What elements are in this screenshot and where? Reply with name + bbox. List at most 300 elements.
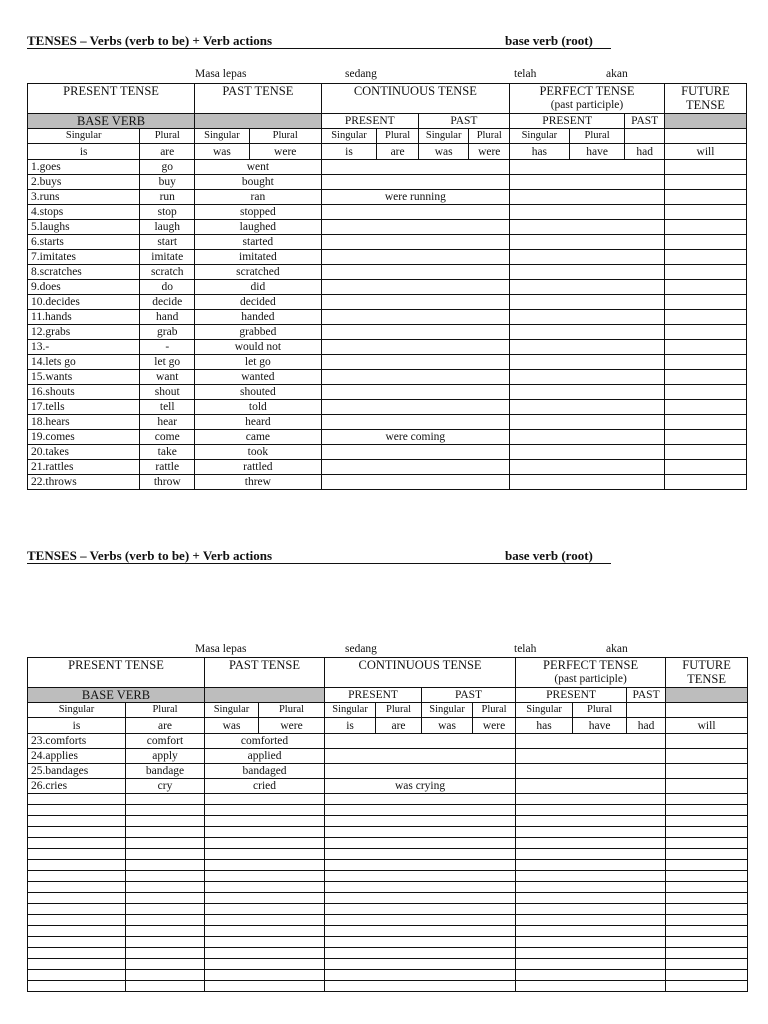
future-tense-label-1: FUTURE	[681, 84, 730, 98]
verb-singular: 18.hears	[28, 415, 140, 430]
empty-cell	[126, 970, 205, 981]
empty-cell	[205, 893, 325, 904]
aux-present-plural: are	[126, 718, 205, 734]
empty-row	[28, 816, 748, 827]
empty-cell	[126, 981, 205, 992]
empty-cell	[28, 882, 126, 893]
cont-present-plural-header: Plural	[376, 703, 422, 718]
aux-future: will	[664, 144, 746, 160]
verb-continuous: were running	[321, 190, 509, 205]
empty-row	[28, 904, 748, 915]
aux-past-singular: was	[195, 144, 250, 160]
verb-plural: -	[140, 340, 195, 355]
verb-future	[664, 370, 746, 385]
verb-future	[664, 280, 746, 295]
verb-row	[28, 415, 747, 430]
continuous-tense-header: CONTINUOUS TENSE	[321, 84, 509, 114]
empty-cell	[516, 948, 666, 959]
empty-cell	[28, 827, 126, 838]
malay-continuous: sedang	[345, 643, 377, 655]
verb-plural: bandage	[126, 764, 205, 779]
cont-present-header: PRESENT	[321, 114, 418, 129]
verb-plural: hand	[140, 310, 195, 325]
verb-past: went	[195, 160, 322, 175]
verb-past: came	[195, 430, 322, 445]
empty-row	[28, 838, 748, 849]
perfect-tense-header	[516, 658, 666, 688]
verb-future	[664, 445, 746, 460]
verb-plural: do	[140, 280, 195, 295]
verb-future	[664, 220, 746, 235]
verb-row	[28, 220, 747, 235]
empty-cell	[28, 816, 126, 827]
empty-cell	[325, 860, 516, 871]
empty-cell	[516, 970, 666, 981]
verb-plural: decide	[140, 295, 195, 310]
empty-cell	[666, 893, 748, 904]
verb-future	[664, 175, 746, 190]
empty-cell	[516, 805, 666, 816]
empty-cell	[126, 904, 205, 915]
verb-row	[28, 235, 747, 250]
verb-perfect	[510, 325, 665, 340]
verb-row	[28, 475, 747, 490]
verb-continuous	[325, 749, 516, 764]
verb-row	[28, 779, 748, 794]
empty-cell	[28, 805, 126, 816]
perfect-singular-header: Singular	[516, 703, 573, 718]
shade-cell	[664, 114, 746, 129]
verb-perfect	[510, 205, 665, 220]
verb-continuous	[325, 734, 516, 749]
present-singular-header: Singular	[28, 703, 126, 718]
heading-title: TENSES – Verbs (verb to be) + Verb actions	[27, 33, 273, 48]
verb-perfect	[510, 340, 665, 355]
verb-continuous	[321, 325, 509, 340]
verb-plural: imitate	[140, 250, 195, 265]
empty-cell	[28, 937, 126, 948]
empty-cell	[516, 816, 666, 827]
empty-cell	[516, 959, 666, 970]
verb-past: shouted	[195, 385, 322, 400]
empty-cell	[666, 816, 748, 827]
empty-row	[28, 882, 748, 893]
verb-continuous	[321, 265, 509, 280]
verb-perfect	[510, 250, 665, 265]
aux-cont-past-singular: was	[418, 144, 469, 160]
verb-row	[28, 340, 747, 355]
verb-past: wanted	[195, 370, 322, 385]
verb-plural: buy	[140, 175, 195, 190]
aux-past-plural: were	[249, 144, 321, 160]
cont-present-singular-header: Singular	[321, 129, 377, 144]
verb-singular: 8.scratches	[28, 265, 140, 280]
verb-past: bandaged	[205, 764, 325, 779]
verb-perfect	[510, 295, 665, 310]
shade-cell	[195, 114, 322, 129]
heading-underline	[27, 48, 611, 49]
empty-cell	[28, 915, 126, 926]
verb-plural: hear	[140, 415, 195, 430]
cont-present-header: PRESENT	[325, 688, 422, 703]
verb-row	[28, 250, 747, 265]
verb-continuous	[321, 475, 509, 490]
empty-cell	[325, 937, 516, 948]
perfect-tense-label: PERFECT TENSE	[539, 84, 635, 98]
verb-singular: 12.grabs	[28, 325, 140, 340]
cont-present-plural-header: Plural	[377, 129, 419, 144]
empty-cell	[666, 904, 748, 915]
malay-future: akan	[606, 68, 628, 80]
verb-past: comforted	[205, 734, 325, 749]
cont-past-plural-header: Plural	[473, 703, 516, 718]
perfect-tense-label: PERFECT TENSE	[543, 658, 639, 672]
empty-cell	[126, 926, 205, 937]
verb-singular: 13.-	[28, 340, 140, 355]
verb-plural: tell	[140, 400, 195, 415]
verb-continuous	[321, 415, 509, 430]
verb-singular: 24.applies	[28, 749, 126, 764]
empty-cell	[666, 882, 748, 893]
section2-heading	[27, 548, 747, 564]
verb-plural: run	[140, 190, 195, 205]
future-tense-label-1: FUTURE	[682, 658, 731, 672]
present-singular-header: Singular	[28, 129, 140, 144]
aux-perfect-singular: has	[510, 144, 570, 160]
aux-present-singular: is	[28, 718, 126, 734]
verb-plural: comfort	[126, 734, 205, 749]
empty-cell	[325, 827, 516, 838]
verb-perfect	[510, 430, 665, 445]
perfect-present-header: PRESENT	[510, 114, 625, 129]
verb-perfect	[516, 779, 666, 794]
empty-cell	[205, 904, 325, 915]
empty-cell	[28, 871, 126, 882]
shade-cell	[666, 688, 748, 703]
tense-table-2	[27, 657, 748, 992]
empty-row	[28, 959, 748, 970]
empty-cell	[28, 838, 126, 849]
verb-row	[28, 764, 748, 779]
perfect-past-header: PAST	[625, 114, 664, 129]
empty-cell	[126, 893, 205, 904]
cont-past-header: PAST	[418, 114, 509, 129]
past-tense-header: PAST TENSE	[205, 658, 325, 688]
verb-singular: 16.shouts	[28, 385, 140, 400]
empty-cell	[666, 703, 748, 718]
empty-cell	[205, 959, 325, 970]
empty-cell	[205, 860, 325, 871]
verb-continuous	[321, 385, 509, 400]
empty-cell	[126, 871, 205, 882]
verb-plural: shout	[140, 385, 195, 400]
empty-cell	[205, 915, 325, 926]
empty-cell	[28, 849, 126, 860]
verb-past: did	[195, 280, 322, 295]
aux-cont-past-plural: were	[469, 144, 510, 160]
empty-cell	[325, 915, 516, 926]
malay-perfect: telah	[514, 643, 537, 655]
empty-cell	[666, 849, 748, 860]
verb-plural: rattle	[140, 460, 195, 475]
malay-future: akan	[606, 643, 628, 655]
aux-perfect-singular: has	[516, 718, 573, 734]
aux-present-plural: are	[140, 144, 195, 160]
empty-cell	[325, 893, 516, 904]
verb-future	[664, 250, 746, 265]
empty-row	[28, 970, 748, 981]
verb-future	[664, 415, 746, 430]
empty-cell	[666, 871, 748, 882]
past-singular-header: Singular	[195, 129, 250, 144]
verb-plural: laugh	[140, 220, 195, 235]
verb-plural: start	[140, 235, 195, 250]
empty-cell	[126, 948, 205, 959]
aux-cont-present-singular: is	[321, 144, 377, 160]
verb-row	[28, 385, 747, 400]
verb-continuous	[321, 400, 509, 415]
future-tense-label-2: TENSE	[686, 98, 725, 112]
empty-cell	[625, 129, 664, 144]
aux-past-plural: were	[259, 718, 325, 734]
verb-plural: cry	[126, 779, 205, 794]
aux-present-singular: is	[28, 144, 140, 160]
past-plural-header: Plural	[249, 129, 321, 144]
verb-perfect	[510, 220, 665, 235]
verb-perfect	[510, 265, 665, 280]
empty-cell	[126, 838, 205, 849]
verb-continuous	[321, 445, 509, 460]
future-tense-label-2: TENSE	[687, 672, 727, 686]
verb-future	[666, 749, 748, 764]
malay-labels	[27, 643, 747, 657]
empty-cell	[28, 981, 126, 992]
empty-cell	[28, 904, 126, 915]
malay-perfect: telah	[514, 68, 537, 80]
future-tense-header	[664, 84, 746, 114]
verb-future	[664, 265, 746, 280]
empty-cell	[126, 915, 205, 926]
verb-row	[28, 190, 747, 205]
aux-cont-present-plural: are	[376, 718, 422, 734]
aux-perfect-past: had	[627, 718, 666, 734]
empty-cell	[205, 827, 325, 838]
empty-cell	[516, 926, 666, 937]
empty-cell	[28, 794, 126, 805]
verb-singular: 21.rattles	[28, 460, 140, 475]
empty-cell	[666, 805, 748, 816]
verb-perfect	[510, 400, 665, 415]
verb-perfect	[510, 355, 665, 370]
verb-row	[28, 295, 747, 310]
verb-perfect	[510, 415, 665, 430]
empty-cell	[126, 794, 205, 805]
empty-cell	[205, 838, 325, 849]
verb-past: grabbed	[195, 325, 322, 340]
verb-continuous	[321, 250, 509, 265]
verb-future	[664, 355, 746, 370]
empty-cell	[666, 937, 748, 948]
empty-cell	[325, 849, 516, 860]
empty-cell	[205, 816, 325, 827]
verb-plural: want	[140, 370, 195, 385]
empty-cell	[126, 849, 205, 860]
empty-cell	[325, 948, 516, 959]
verb-singular: 20.takes	[28, 445, 140, 460]
empty-cell	[516, 981, 666, 992]
empty-cell	[325, 816, 516, 827]
verb-singular: 26.cries	[28, 779, 126, 794]
empty-row	[28, 827, 748, 838]
empty-cell	[516, 904, 666, 915]
verb-singular: 2.buys	[28, 175, 140, 190]
empty-cell	[516, 838, 666, 849]
verb-past: threw	[195, 475, 322, 490]
empty-cell	[205, 981, 325, 992]
empty-row	[28, 926, 748, 937]
empty-cell	[325, 981, 516, 992]
verb-row	[28, 205, 747, 220]
empty-cell	[666, 827, 748, 838]
empty-cell	[205, 882, 325, 893]
malay-labels	[27, 68, 747, 82]
malay-past: Masa lepas	[195, 643, 247, 655]
heading-right: base verb (root)	[505, 33, 593, 48]
verb-continuous: were coming	[321, 430, 509, 445]
aux-perfect-plural: have	[573, 718, 627, 734]
verb-perfect	[516, 749, 666, 764]
verb-past: heard	[195, 415, 322, 430]
verb-future	[666, 779, 748, 794]
perfect-past-header: PAST	[627, 688, 666, 703]
verb-plural: throw	[140, 475, 195, 490]
verb-continuous	[321, 220, 509, 235]
verb-singular: 7.imitates	[28, 250, 140, 265]
verb-future	[664, 235, 746, 250]
aux-cont-present-plural: are	[377, 144, 419, 160]
aux-cont-past-singular: was	[422, 718, 473, 734]
verb-past: stopped	[195, 205, 322, 220]
empty-cell	[205, 970, 325, 981]
verb-future	[664, 160, 746, 175]
empty-cell	[516, 827, 666, 838]
empty-cell	[516, 860, 666, 871]
verb-continuous	[321, 235, 509, 250]
empty-cell	[325, 882, 516, 893]
empty-row	[28, 981, 748, 992]
verb-row	[28, 445, 747, 460]
present-plural-header: Plural	[140, 129, 195, 144]
perfect-singular-header: Singular	[510, 129, 570, 144]
empty-cell	[205, 805, 325, 816]
empty-cell	[126, 882, 205, 893]
empty-cell	[666, 948, 748, 959]
empty-cell	[516, 794, 666, 805]
empty-cell	[666, 838, 748, 849]
verb-row	[28, 355, 747, 370]
verb-row	[28, 175, 747, 190]
verb-singular: 17.tells	[28, 400, 140, 415]
empty-cell	[516, 849, 666, 860]
empty-cell	[325, 904, 516, 915]
verb-row	[28, 734, 748, 749]
verb-plural: grab	[140, 325, 195, 340]
perfect-plural-header: Plural	[573, 703, 627, 718]
verb-perfect	[510, 310, 665, 325]
empty-cell	[205, 948, 325, 959]
verb-row	[28, 460, 747, 475]
verb-future	[664, 400, 746, 415]
empty-cell	[666, 794, 748, 805]
verb-perfect	[510, 385, 665, 400]
present-tense-header: PRESENT TENSE	[28, 84, 195, 114]
verb-past: let go	[195, 355, 322, 370]
perfect-tense-header	[510, 84, 665, 114]
verb-past: imitated	[195, 250, 322, 265]
verb-future	[664, 325, 746, 340]
empty-cell	[205, 849, 325, 860]
verb-continuous	[325, 764, 516, 779]
verb-plural: take	[140, 445, 195, 460]
empty-cell	[205, 871, 325, 882]
verb-row	[28, 160, 747, 175]
empty-cell	[126, 860, 205, 871]
verb-singular: 5.laughs	[28, 220, 140, 235]
empty-cell	[516, 937, 666, 948]
verb-continuous	[321, 160, 509, 175]
verb-singular: 10.decides	[28, 295, 140, 310]
empty-cell	[205, 794, 325, 805]
aux-cont-past-plural: were	[473, 718, 516, 734]
verb-future	[664, 295, 746, 310]
empty-row	[28, 794, 748, 805]
verb-past: bought	[195, 175, 322, 190]
heading-right: base verb (root)	[505, 548, 593, 563]
verb-perfect	[510, 190, 665, 205]
verb-plural: let go	[140, 355, 195, 370]
cont-present-singular-header: Singular	[325, 703, 376, 718]
empty-cell	[516, 882, 666, 893]
verb-past: scratched	[195, 265, 322, 280]
empty-cell	[28, 959, 126, 970]
verb-past: started	[195, 235, 322, 250]
empty-cell	[126, 937, 205, 948]
verb-future	[666, 764, 748, 779]
aux-future: will	[666, 718, 748, 734]
verb-perfect	[510, 475, 665, 490]
cont-past-plural-header: Plural	[469, 129, 510, 144]
verb-row	[28, 370, 747, 385]
verb-plural: apply	[126, 749, 205, 764]
empty-cell	[205, 937, 325, 948]
perfect-tense-sub: (past participle)	[554, 673, 627, 685]
verb-continuous	[321, 340, 509, 355]
empty-cell	[325, 926, 516, 937]
verb-singular: 4.stops	[28, 205, 140, 220]
verb-future	[664, 190, 746, 205]
empty-cell	[325, 838, 516, 849]
section1-heading	[27, 33, 747, 49]
verb-future	[664, 310, 746, 325]
verb-row	[28, 265, 747, 280]
empty-cell	[666, 981, 748, 992]
verb-continuous	[321, 175, 509, 190]
empty-cell	[666, 959, 748, 970]
verb-singular: 3.runs	[28, 190, 140, 205]
empty-cell	[126, 805, 205, 816]
verb-singular: 25.bandages	[28, 764, 126, 779]
aux-perfect-past: had	[625, 144, 664, 160]
